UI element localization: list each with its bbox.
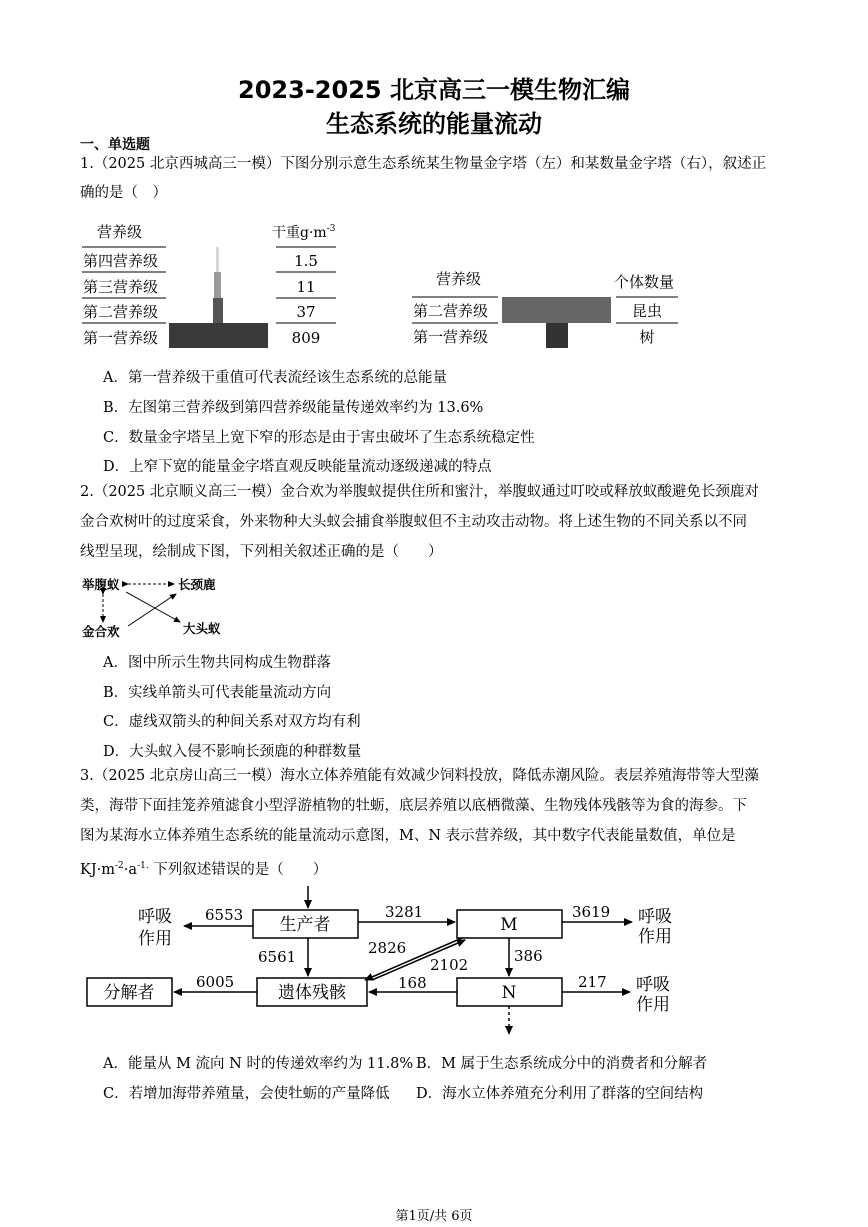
q1-pyramids-figure: [0, 215, 868, 355]
q3-option-b[interactable]: B．M 属于生态系统成分中的消费者和分解者: [416, 1056, 708, 1072]
q1-bar-level2: [213, 298, 223, 323]
q3-label-m: M: [500, 915, 518, 935]
q1-bar-level1: [169, 323, 268, 348]
q1-right-header-level: 营养级: [436, 270, 482, 288]
q3-resp-m-1: 呼吸: [638, 907, 672, 927]
q1-right-level-2: 第二营养级: [413, 302, 489, 320]
q3-value-3619: 3619: [572, 903, 611, 921]
q1-right-bar-insects: [502, 297, 611, 323]
q3-resp-left-2: 作用: [138, 929, 172, 949]
q3-option-d[interactable]: D．海水立体养殖充分利用了群落的空间结构: [416, 1086, 704, 1102]
q3-value-2102: 2102: [430, 956, 469, 974]
q1-right-organism-tree: 树: [639, 328, 655, 346]
q3-option-c[interactable]: C．若增加海带养殖量，会使牡蛎的产量降低: [103, 1086, 390, 1102]
q2-relationship-diagram: [0, 576, 868, 640]
q3-value-6553: 6553: [205, 906, 244, 924]
q3-label-producer: 生产者: [279, 915, 331, 935]
q1-option-a[interactable]: A．第一营养级干重值可代表流经该生态系统的总能量: [103, 370, 447, 386]
q1-left-level-3: 第三营养级: [83, 278, 159, 296]
q1-right-organism-insect: 昆虫: [631, 302, 663, 320]
q3-resp-n-1: 呼吸: [636, 975, 670, 995]
q3-stem-line1: 3.（2025 北京房山高三一模）海水立体养殖能有效减少饲料投放，降低赤潮风险。表层养殖海带等大型藻: [80, 768, 759, 784]
q1-left-header-weight: 干重$g\cdot m^{-3}$: [272, 224, 336, 241]
q1-stem-line2: 确的是（ ）: [80, 185, 167, 201]
q1-value-level4: 1.5: [294, 252, 318, 270]
q3-label-detritus: 遗体残骸: [278, 983, 346, 1003]
q3-value-6561: 6561: [258, 948, 297, 966]
q1-bar-level4: [216, 247, 219, 272]
q1-right-bar-trees: [546, 323, 568, 348]
q1-bar-level3: [214, 272, 221, 298]
q1-left-level-1: 第一营养级: [83, 329, 159, 347]
q3-value-3281: 3281: [385, 903, 424, 921]
q1-value-level3: 11: [296, 278, 316, 296]
q3-value-217: 217: [578, 973, 607, 991]
q2-option-b[interactable]: B．实线单箭头可代表能量流动方向: [103, 685, 332, 701]
q2-node-ant: 举腹蚁: [82, 577, 120, 592]
q3-resp-n-2: 作用: [636, 995, 670, 1015]
q1-left-header-level: 营养级: [97, 223, 143, 241]
q2-option-a[interactable]: A．图中所示生物共同构成生物群落: [103, 655, 331, 671]
doc-subtitle: 生态系统的能量流动: [326, 110, 542, 138]
section-heading: 一、单选题: [80, 137, 150, 153]
q2-node-bigheaded-ant: 大头蚁: [183, 621, 221, 636]
q2-option-d[interactable]: D．大头蚁入侵不影响长颈鹿的种群数量: [103, 744, 362, 760]
q3-resp-m-2: 作用: [638, 927, 672, 947]
q2-option-c[interactable]: C．虚线双箭头的种间关系对双方均有利: [103, 714, 361, 730]
q1-right-header-count: 个体数量: [614, 273, 675, 291]
q1-value-level2: 37: [296, 303, 316, 321]
q3-label-n: N: [501, 983, 517, 1003]
q1-option-d[interactable]: D．上窄下宽的能量金字塔直观反映能量流动逐级递减的特点: [103, 459, 492, 475]
q3-resp-left-1: 呼吸: [138, 907, 172, 927]
q3-option-a[interactable]: A．能量从 M 流向 N 时的传递效率约为 11.8%: [103, 1056, 414, 1072]
q1-option-c[interactable]: C．数量金字塔呈上宽下窄的形态是由于害虫破坏了生态系统稳定性: [103, 430, 535, 446]
q2-node-giraffe: 长颈鹿: [178, 577, 216, 592]
q2-node-acacia: 金合欢: [82, 624, 120, 639]
q3-stem-line3: 图为某海水立体养殖生态系统的能量流动示意图，M、N 表示营养级，其中数字代表能量数值，单位是: [80, 828, 736, 844]
page-footer: 第1页/共 6页: [395, 1209, 473, 1224]
q2-arrow-acacia-giraffe: [128, 594, 176, 626]
q2-stem-line1: 2.（2025 北京顺义高三一模）金合欢为举腹蚁提供住所和蜜汁，举腹蚁通过叮咬或释放蚁酸避免长颈鹿对: [80, 484, 759, 500]
q3-value-386: 386: [514, 947, 543, 965]
q3-stem-line4: $KJ\cdot m^{-2}\cdot a^{-1.}$ 下列叙述错误的是（ ）: [80, 861, 328, 878]
q1-option-b[interactable]: B．左图第三营养级到第四营养级能量传递效率约为 13.6%: [103, 400, 484, 416]
q1-right-level-1: 第一营养级: [413, 328, 489, 346]
q1-left-level-2: 第二营养级: [83, 303, 159, 321]
q2-stem-line3: 线型呈现，绘制成下图，下列相关叙述正确的是（ ）: [80, 544, 443, 560]
q3-value-168: 168: [398, 974, 427, 992]
doc-title: 2023-2025 北京高三一模生物汇编: [238, 76, 630, 104]
q1-left-level-4: 第四营养级: [83, 252, 159, 270]
q3-value-2826: 2826: [368, 939, 407, 957]
q1-value-level1: 809: [291, 329, 321, 347]
q2-stem-line2: 金合欢树叶的过度采食，外来物种大头蚁会捕食举腹蚁但不主动攻击动物。将上述生物的不同关系以不同: [80, 514, 747, 530]
q3-energy-flow-diagram: [0, 880, 868, 1040]
q3-stem-line2: 类，海带下面挂笼养殖滤食小型浮游植物的牡蛎，底层养殖以底栖微藻、生物残体残骸等为食的海参。下: [80, 798, 747, 814]
q1-stem-line1: 1.（2025 北京西城高三一模）下图分别示意生态系统某生物量金字塔（左）和某数量金字塔（右），叙述正: [80, 156, 767, 172]
q3-value-6005: 6005: [196, 973, 235, 991]
q3-label-decomposer: 分解者: [103, 983, 155, 1003]
